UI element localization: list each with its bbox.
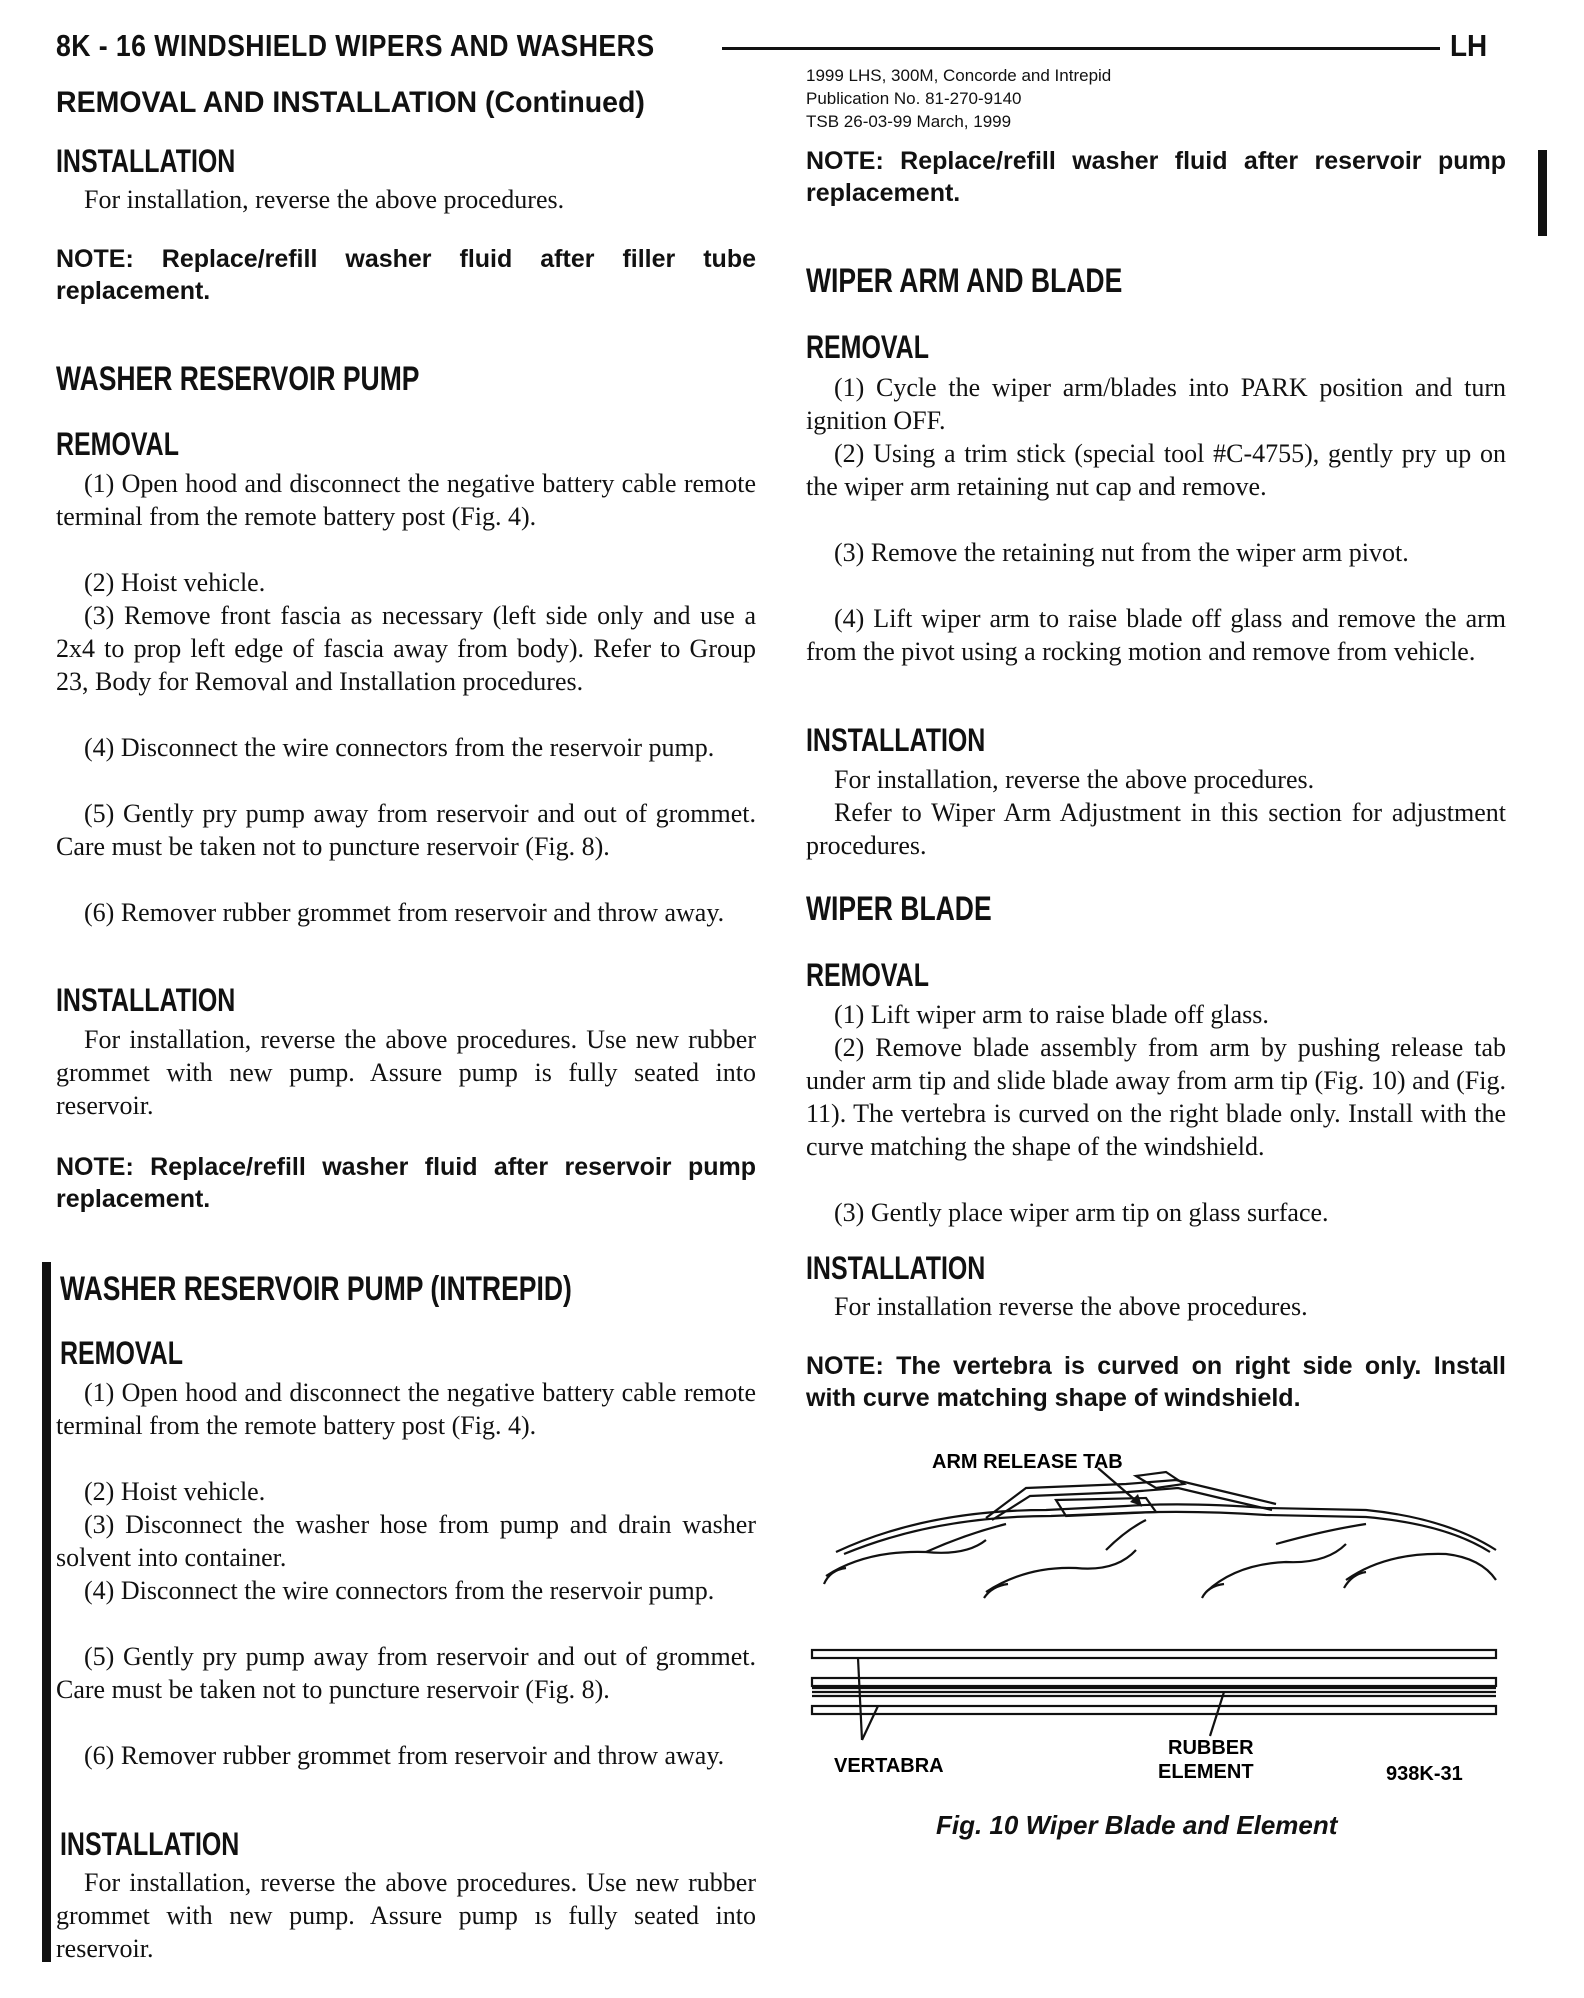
arm-step-4: (4) Lift wiper arm to raise blade off glass and remove the arm from the pivot using a rocking motion and remove from vehicle. xyxy=(806,604,1506,666)
arm-installation-line-1: For installation, reverse the above procedures. xyxy=(834,765,1315,794)
label-vertabra: VERTABRA xyxy=(834,1755,944,1777)
blade-installation-heading: INSTALLATION xyxy=(806,1250,986,1286)
vertabra-leader-line-2 xyxy=(858,1658,862,1740)
pub-line-number: Publication No. 81-270-9140 xyxy=(806,89,1022,108)
section-title-arm-blade: WIPER ARM AND BLADE xyxy=(806,262,1123,300)
pump-step-3: (3) Remove front fascia as necessary (left side only and use a 2x4 to prop left edge of fascia away from body). Refer to Group 23, Body for Removal and Installation procedures. xyxy=(56,601,756,696)
page-header-title: 8K - 16 WINDSHIELD WIPERS AND WASHERS xyxy=(56,28,655,63)
intrepid-step-1: (1) Open hood and disconnect the negative battery cable remote terminal from the remote battery post (Fig. 4). xyxy=(56,1378,756,1440)
label-element: ELEMENT xyxy=(1158,1761,1254,1783)
vertabra-leader-line xyxy=(862,1706,878,1740)
blade-assembly-drawing xyxy=(824,1472,1496,1598)
intrepid-step-3: (3) Disconnect the washer hose from pump and drain washer solvent into container. xyxy=(56,1510,756,1572)
note-top-right: NOTE: Replace/refill washer fluid after reservoir pump replacement. xyxy=(806,147,1506,207)
label-rubber: RUBBER xyxy=(1168,1737,1254,1759)
pump-step-6: (6) Remover rubber grommet from reservoir and throw away. xyxy=(84,898,725,927)
note-vertebra: NOTE: The vertebra is curved on right side only. Install with curve matching shape of windshield. xyxy=(806,1352,1506,1412)
installation-heading: INSTALLATION xyxy=(56,143,236,179)
arm-removal-heading: REMOVAL xyxy=(806,329,929,365)
pump-step-5: (5) Gently pry pump away from reservoir and out of grommet. Care must be taken not to puncture reservoir (Fig. 8). xyxy=(56,799,756,861)
arm-step-2: (2) Using a trim stick (special tool #C-4755), gently pry up on the wiper arm retaining nut cap and remove. xyxy=(806,439,1506,501)
header-rule xyxy=(722,47,1440,50)
revision-change-bar xyxy=(42,1262,51,1962)
pump-step-1: (1) Open hood and disconnect the negative battery cable remote terminal from the remote battery post (Fig. 4). xyxy=(56,469,756,531)
section-title-wiper-blade: WIPER BLADE xyxy=(806,890,992,928)
note-filler-tube: NOTE: Replace/refill washer fluid after filler tube replacement. xyxy=(56,245,756,305)
blade-step-3: (3) Gently place wiper arm tip on glass surface. xyxy=(834,1198,1329,1227)
section-title-pump: WASHER RESERVOIR PUMP xyxy=(56,360,420,398)
pump-step-4: (4) Disconnect the wire connectors from the reservoir pump. xyxy=(84,733,715,762)
intrepid-step-5: (5) Gently pry pump away from reservoir and out of grommet. Care must be taken not to puncture reservoir (Fig. 8). xyxy=(56,1642,756,1704)
installation-text: For installation, reverse the above procedures. xyxy=(84,185,565,214)
pub-line-vehicles: 1999 LHS, 300M, Concorde and Intrepid xyxy=(806,66,1112,85)
arm-installation-heading: INSTALLATION xyxy=(806,722,986,758)
section-title-pump-intrepid: WASHER RESERVOIR PUMP (INTREPID) xyxy=(60,1270,572,1308)
pump-step-2: (2) Hoist vehicle. xyxy=(84,568,266,597)
figure-caption: Fig. 10 Wiper Blade and Element xyxy=(936,1810,1338,1840)
publication-info xyxy=(806,64,1111,133)
blade-removal-heading: REMOVAL xyxy=(806,957,929,993)
arm-step-1: (1) Cycle the wiper arm/blades into PARK position and turn ignition OFF. xyxy=(806,373,1506,435)
intrepid-installation-heading: INSTALLATION xyxy=(60,1826,240,1862)
page-header-code: LH xyxy=(1450,28,1488,63)
label-arm-release-tab: ARM RELEASE TAB xyxy=(932,1451,1123,1473)
intrepid-step-6: (6) Remover rubber grommet from reservoir and throw away. xyxy=(84,1741,725,1770)
blade-step-1: (1) Lift wiper arm to raise blade off glass. xyxy=(834,1000,1269,1029)
arm-step-3: (3) Remove the retaining nut from the wiper arm pivot. xyxy=(834,538,1409,567)
pump-installation-heading: INSTALLATION xyxy=(56,982,236,1018)
wiper-blade-figure xyxy=(806,1440,1506,1800)
figure-code: 938K-31 xyxy=(1386,1763,1463,1785)
pump-installation-text: For installation, reverse the above procedures. Use new rubber grommet with new pump. Assure pump is fully seated into reservoir. xyxy=(56,1025,756,1120)
rubber-element-drawing xyxy=(812,1650,1496,1714)
section-continued-title: REMOVAL AND INSTALLATION (Continued) xyxy=(56,86,645,119)
blade-step-2: (2) Remove blade assembly from arm by pushing release tab under arm tip and slide blade away from arm tip (Fig. 10) and (Fig. 11). The vertebra is curved on the right blade only. Install with the curve matching the shape of the windshield. xyxy=(806,1033,1506,1161)
revision-change-bar-right xyxy=(1538,150,1547,236)
blade-installation-text: For installation reverse the above procedures. xyxy=(834,1292,1308,1321)
intrepid-removal-heading: REMOVAL xyxy=(60,1335,183,1371)
intrepid-step-4: (4) Disconnect the wire connectors from the reservoir pump. xyxy=(84,1576,715,1605)
arm-installation-line-2: Refer to Wiper Arm Adjustment in this section for adjustment procedures. xyxy=(806,798,1506,860)
removal-heading: REMOVAL xyxy=(56,426,179,462)
pub-line-tsb: TSB 26-03-99 March, 1999 xyxy=(806,112,1012,131)
note-reservoir-pump: NOTE: Replace/refill washer fluid after reservoir pump replacement. xyxy=(56,1153,756,1213)
intrepid-step-2: (2) Hoist vehicle. xyxy=(84,1477,266,1506)
intrepid-installation-text: For installation, reverse the above procedures. Use new rubber grommet with new pump. Assure pump ıs fully seated into reservoir. xyxy=(56,1868,756,1963)
